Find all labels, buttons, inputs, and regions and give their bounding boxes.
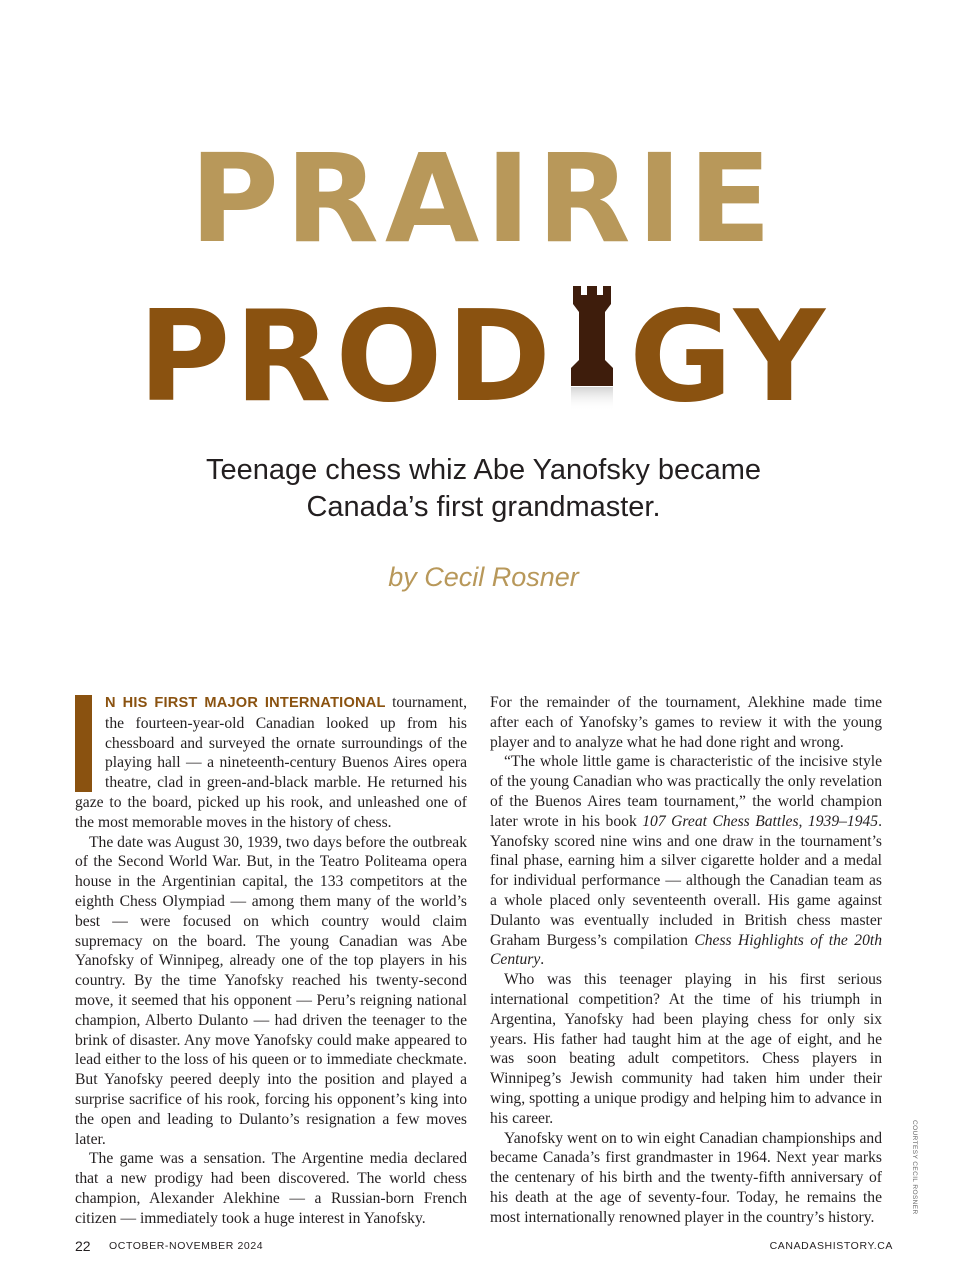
photo-credit: COURTESY CECIL ROSNER	[911, 1120, 918, 1215]
paragraph-5-text-a: “The whole little game is characteristic of the incisive style of the young Canadian who was practically the only revelation of the Buenos Aires team tournament,” the world champion later wrote in his book	[490, 753, 882, 830]
book-title-1: 107 Great Chess Battles, 1939–1945	[642, 812, 879, 830]
title-line-1: PRAIRIE	[189, 128, 778, 270]
paragraph-1	[75, 693, 467, 833]
article-column-left	[75, 693, 467, 1229]
paragraph-2: The date was August 30, 1939, two days before the outbreak of the Second World War. But, in the Teatro Politeama opera house in the Argentinian capital, the 133 competitors at the eighth Chess Olympiad — among them many of the world’s best — were focused on which country would claim supremacy on the board. The young Canadian was Abe Yanofsky of Winnipeg, already one of the top players in his country. By the time Yanofsky reached his twenty-second move, it seemed that his opponent — Peru’s reigning national champion, Alberto Dulanto — had driven the teenager to the brink of disaster. Any move Yanofsky could make appeared to lead either to the loss of his queen or to immediate checkmate. But Yanofsky peered deeply into the position and played a surprise sacrifice of his rook, forcing his opponent’s king into the open and leading to Dulanto’s resignation a few moves later.	[75, 833, 467, 1148]
issue-date: OCTOBER-NOVEMBER 2024	[109, 1240, 264, 1252]
page-number: 22	[75, 1238, 91, 1254]
title-line-2-end: GY	[629, 283, 829, 430]
title-line-2-start: PROD	[138, 283, 556, 430]
lead-in: N HIS FIRST MAJOR INTERNATIONAL	[105, 695, 386, 711]
paragraph-5	[490, 752, 882, 970]
chess-rook-icon	[563, 284, 621, 414]
book-title-2: Chess Highlights of the 20th Century	[490, 931, 882, 969]
paragraph-5-text-b: . Yanofsky scored nine wins and one draw in the tournament’s final phase, earning him a silver cigarette holder and a medal for individual performance — although the Canadian team as a whole placed only seventeenth overall. His game against Dulanto was eventually included in British chess master Graham Burgess’s compilation	[490, 812, 883, 949]
paragraph-6: Who was this teenager playing in his first serious international competition? At the time of his triumph in Argentina, Yanofsky had been playing chess for only six years. His father had taught him at the age of eight, and he was soon beating adult competitors. Chess players in Winnipeg’s Jewish community had taken him under their wing, spotting a unique prodigy and helping him to advance in his career.	[490, 971, 882, 1127]
paragraph-3: The game was a sensation. The Argentine media declared that a new prodigy had been discovered. The world chess champion, Alexander Alekhine — a Russian-born French citizen — immediately took a huge interest in Yanofsky.	[75, 1150, 467, 1227]
drop-cap-bar	[75, 695, 92, 792]
paragraph-7: Yanofsky went on to win eight Canadian championships and became Canada’s first grandmaster in 1964. Next year marks the centenary of his birth and the twenty-fifth anniversary of his death at the age of seventy-four. Today, he remains the most internationally renowned player in the country’s history.	[490, 1129, 882, 1226]
title-line-2	[0, 283, 967, 430]
paragraph-1-text: tournament, the fourteen-year-old Canadian looked up from his chessboard and surveyed the ornate surroundings of the playing hall — a nineteenth-century Buenos Aires opera theatre, clad in green-and-black marble. He returned his gaze to the board, picked up his rook, and unleashed one of the most memorable moves in the history of chess.	[75, 694, 467, 831]
byline: by Cecil Rosner	[388, 562, 579, 592]
website-link[interactable]: CANADASHISTORY.CA	[769, 1240, 893, 1252]
paragraph-4: For the remainder of the tournament, Alekhine made time after each of Yanofsky’s games to review it with the young player and to analyze what he had done right and wrong.	[490, 694, 882, 751]
article-column-right	[490, 693, 882, 1228]
paragraph-5-text-c: .	[540, 951, 545, 969]
subtitle: Teenage chess whiz Abe Yanofsky became Canada’s first grandmaster.	[205, 454, 762, 523]
